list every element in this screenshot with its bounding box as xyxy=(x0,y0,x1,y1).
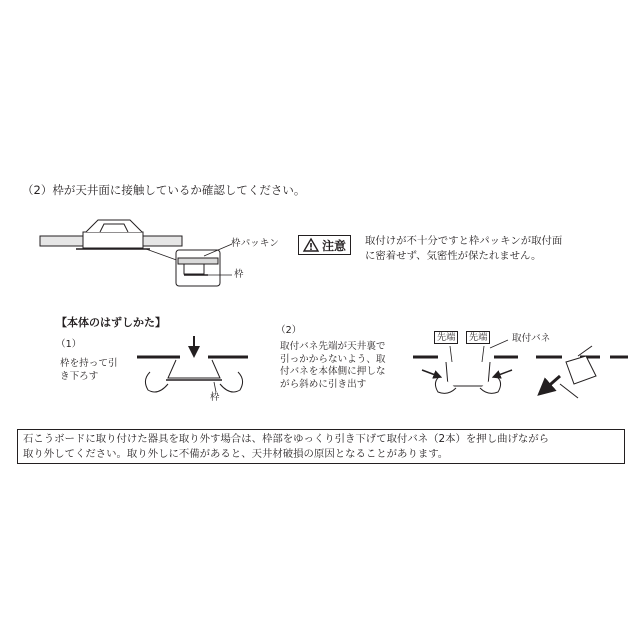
step2-spring-illustration xyxy=(413,340,518,393)
step1-frame-label: 枠 xyxy=(210,392,220,403)
notice-line: 石こうボードに取り付けた器具を取り外す場合は、枠部をゆっくり引き下げて取付バネ（2本）を押し曲げながら xyxy=(23,433,550,445)
spring-label: 取付バネ xyxy=(512,333,551,344)
frame-label: 枠 xyxy=(234,269,244,280)
ceiling-contact-illustration xyxy=(40,220,182,262)
check-step-heading: （2）枠が天井面に接触しているか確認してください。 xyxy=(22,183,306,197)
step1-text xyxy=(60,358,118,383)
caution-text-line: に密着せず、気密性が保たれません。 xyxy=(365,249,542,262)
step2-diagonal-pull-illustration xyxy=(536,346,628,398)
tip-tag-right: 先端 xyxy=(466,331,490,344)
step1-text-line: 枠を持って引 xyxy=(60,358,118,369)
caution-text xyxy=(365,234,562,263)
packing-label: 枠パッキン xyxy=(231,238,279,249)
step2-text-line: 引っかからないよう、取 xyxy=(280,353,386,365)
step2-number: （2） xyxy=(276,325,302,336)
caution-badge xyxy=(298,235,351,255)
step1-pull-down-illustration xyxy=(137,336,248,392)
notice-box xyxy=(17,429,625,464)
step2-text-line: 付バネを本体側に押しな xyxy=(280,366,386,377)
notice-line: 取り外してください。取り外しに不備があると、天井材破損の原因となることがあります。 xyxy=(23,447,449,460)
step2-text-line: 取付バネ先端が天井裏で xyxy=(280,341,386,352)
step1-number: （1） xyxy=(56,339,82,350)
caution-text-line: 取付けが不十分ですと枠パッキンが取付面 xyxy=(365,235,563,247)
caution-label: 注意 xyxy=(322,238,347,253)
packing-detail-illustration xyxy=(176,244,232,286)
warning-triangle-icon xyxy=(303,238,319,252)
removal-title: 【本体のはずしかた】 xyxy=(56,316,166,329)
tip-tag-left: 先端 xyxy=(434,331,458,344)
step2-text-line: がら斜めに引き出す xyxy=(280,378,367,390)
step2-text xyxy=(280,341,386,391)
step1-text-line: き下ろす xyxy=(60,370,99,382)
